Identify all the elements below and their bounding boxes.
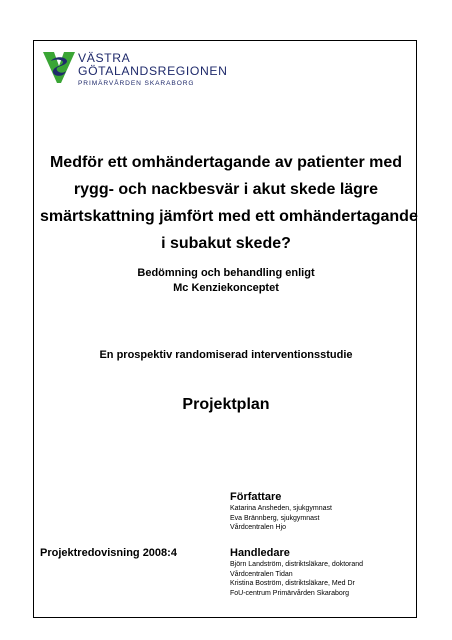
document-title bbox=[40, 149, 418, 257]
subtitle-line: Mc Kenziekonceptet bbox=[173, 282, 279, 294]
title-line: i subakut skede? bbox=[161, 235, 291, 252]
region-emblem-icon bbox=[42, 49, 76, 85]
document-type: Projektplan bbox=[182, 396, 270, 413]
authors-section bbox=[230, 490, 332, 533]
supervisors-section bbox=[230, 546, 363, 598]
supervisor-line: FoU-centrum Primärvården Skaraborg bbox=[230, 589, 350, 597]
region-logo bbox=[42, 49, 242, 89]
report-number: Projektredovisning 2008:4 bbox=[40, 547, 177, 559]
page-border bbox=[33, 40, 417, 618]
subtitle-line: Bedömning och behandling enligt bbox=[137, 267, 315, 279]
logo-line-3: PRIMÄRVÅRDEN SKARABORG bbox=[78, 80, 195, 87]
supervisor-line: Vårdcentralen Tidan bbox=[230, 570, 293, 578]
authors-heading: Författare bbox=[230, 491, 282, 503]
supervisor-line: Björn Landström, distriktsläkare, doktorand bbox=[230, 561, 364, 568]
logo-text bbox=[78, 52, 227, 88]
author-line: Eva Brännberg, sjukgymnast bbox=[230, 514, 320, 522]
author-line: Vårdcentralen Hjo bbox=[230, 524, 287, 531]
study-type: En prospektiv randomiserad interventionsstudie bbox=[99, 349, 353, 361]
supervisors-heading: Handledare bbox=[230, 547, 290, 559]
title-line: Medför ett omhändertagande av patienter med bbox=[49, 154, 403, 171]
title-line: rygg- och nackbesvär i akut skede lägre bbox=[73, 181, 379, 198]
title-line: smärtskattning jämfört med ett omhändertagande bbox=[40, 208, 418, 225]
document-subtitle bbox=[40, 266, 412, 296]
logo-line-2: GÖTALANDSREGIONEN bbox=[78, 64, 228, 78]
supervisor-line: Kristina Boström, distriktsläkare, Med Dr bbox=[230, 580, 355, 587]
author-line: Katarina Ansheden, sjukgymnast bbox=[230, 505, 332, 512]
logo-line-1: VÄSTRA bbox=[78, 51, 131, 65]
